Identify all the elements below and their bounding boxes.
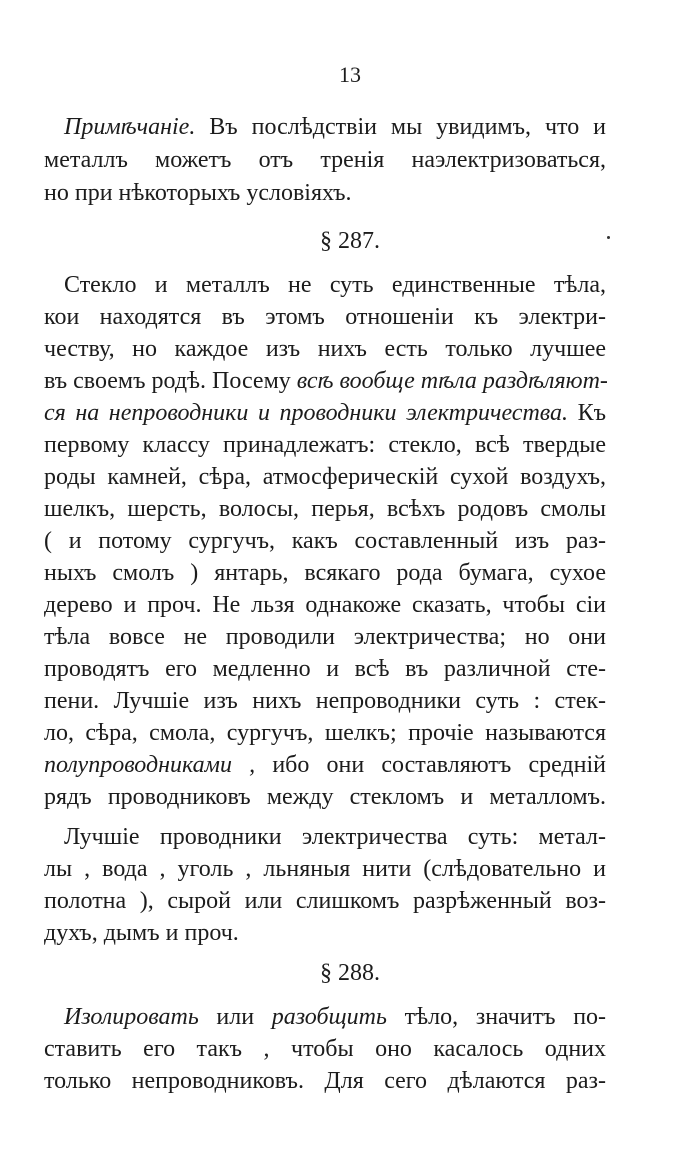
p287-line-1: Стекло и металлъ не суть единственные тѣла, <box>64 272 606 298</box>
p287-line-9: ( и потому сургучъ, какъ составленный изъ раз- <box>44 528 606 554</box>
p287b-line-1: Лучшіе проводники электричества суть: метал- <box>64 824 606 850</box>
p287-line-8: шелкъ, шерсть, волосы, перья, всѣхъ родовъ смолы <box>44 496 606 522</box>
note-label: Примѣчаніе. <box>64 114 196 140</box>
p287-line-10: ныхъ смолъ ) янтарь, всякаго рода бумага, сухое <box>44 560 606 586</box>
p287-line-2: кои находятся въ этомъ отношеніи къ электри- <box>44 304 606 330</box>
p287b-line-3: полотна ), сырой или слишкомъ разрѣженный воз- <box>44 888 606 914</box>
p287-line-17: рядъ проводниковъ между стекломъ и металломъ. <box>44 784 606 810</box>
p287b-line-2: лы , вода , уголь , льняныя нити (слѣдовательно и <box>44 856 606 882</box>
section-288-heading: § 288. <box>320 960 380 986</box>
p287-line-16: полупроводниками , ибо они составляютъ средній <box>44 752 607 778</box>
note-line-2: металлъ можетъ отъ тренія наэлектризоваться, <box>44 147 606 173</box>
p287-line-3: честву, но каждое изъ нихъ есть только лучшее <box>44 336 606 362</box>
p288-line-3: только непроводниковъ. Для сего дѣлаются раз- <box>44 1068 606 1094</box>
p287-line-7: роды камней, сѣра, атмосферическій сухой воздухъ, <box>44 464 606 490</box>
p287-line-4: въ своемъ родѣ. Посему всѣ вообще тѣла раздѣляют- <box>44 368 608 394</box>
note-line-3: но при нѣкоторыхъ условіяхъ. <box>44 180 352 206</box>
p287-line-6: первому классу принадлежатъ: стекло, всѣ твердые <box>44 432 606 458</box>
note-line-1: Примѣчаніе. Въ послѣдствіи мы увидимъ, что и <box>64 114 606 140</box>
p288-line-1: Изолировать или разобщить тѣло, значитъ по- <box>64 1004 607 1030</box>
p288-line-2: ставить его такъ , чтобы оно касалось одних <box>44 1036 606 1062</box>
p287-line-15: ло, сѣра, смола, сургучъ, шелкъ; прочіе называются <box>44 720 606 746</box>
page-number: 13 <box>339 62 361 87</box>
section-287-heading: § 287. <box>320 228 380 254</box>
p287-line-11: дерево и проч. Не льзя однакоже сказать, чтобы сіи <box>44 592 606 618</box>
p287-line-12: тѣла вовсе не проводили электричества; но они <box>44 624 606 650</box>
p287-line-5: ся на непроводники и проводники электричества. Къ <box>44 400 607 426</box>
p287-line-13: проводятъ его медленно и всѣ въ различной сте- <box>44 656 606 682</box>
p287-line-14: пени. Лучшіе изъ нихъ непроводники суть : стек- <box>44 688 606 714</box>
p287b-line-4: духъ, дымъ и проч. <box>44 920 239 946</box>
